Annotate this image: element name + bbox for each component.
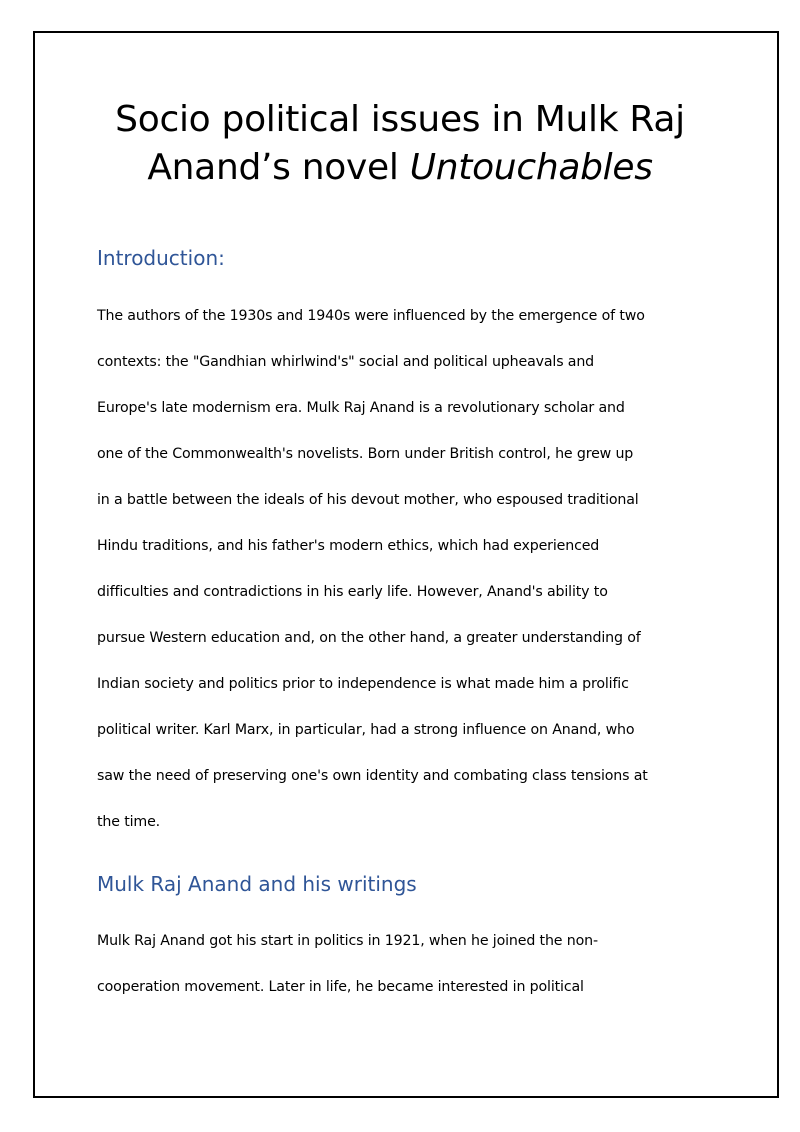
paragraph-line: the time.: [97, 814, 161, 830]
paragraph-line: Mulk Raj Anand got his start in politics in 1921, when he joined the non-: [97, 933, 598, 949]
paragraph-line: one of the Commonwealth's novelists. Born under British control, he grew up: [97, 446, 634, 462]
paragraph-line: The authors of the 1930s and 1940s were influenced by the emergence of two: [97, 308, 645, 324]
paragraph-line: pursue Western education and, on the other hand, a greater understanding of: [97, 630, 641, 646]
paragraph-line: political writer. Karl Marx, in particular, had a strong influence on Anand, who: [97, 722, 635, 738]
paragraph-line: Europe's late modernism era. Mulk Raj Anand is a revolutionary scholar and: [97, 400, 625, 416]
paragraph-line: Indian society and politics prior to independence is what made him a prolific: [97, 676, 629, 692]
document-title: [40, 96, 760, 192]
paragraph-line: Hindu traditions, and his father's modern ethics, which had experienced: [97, 538, 600, 554]
section-heading-writings: Mulk Raj Anand and his writings: [97, 872, 417, 896]
introduction-paragraph: [97, 305, 707, 857]
paragraph-line: in a battle between the ideals of his devout mother, who espoused traditional: [97, 492, 639, 508]
title-line-2-italic: Untouchables: [409, 147, 653, 188]
writings-paragraph: [97, 930, 707, 1022]
paragraph-line: difficulties and contradictions in his early life. However, Anand's ability to: [97, 584, 608, 600]
title-line-2-prefix: Anand’s novel: [147, 147, 410, 188]
paragraph-line: contexts: the "Gandhian whirlwind's" social and political upheavals and: [97, 354, 595, 370]
title-line-1: Socio political issues in Mulk Raj: [115, 99, 685, 140]
section-heading-introduction: Introduction:: [97, 246, 225, 270]
paragraph-line: cooperation movement. Later in life, he became interested in political: [97, 979, 584, 995]
paragraph-line: saw the need of preserving one's own identity and combating class tensions at: [97, 768, 648, 784]
